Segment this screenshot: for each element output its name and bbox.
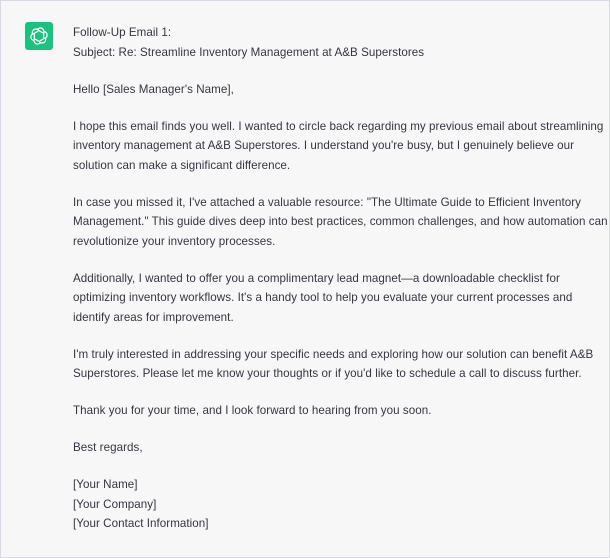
email-greeting: Hello [Sales Manager's Name],	[73, 82, 234, 96]
signature-company: [Your Company]	[73, 497, 157, 511]
assistant-message-body	[73, 23, 608, 551]
assistant-avatar	[25, 22, 53, 50]
email-paragraph-4: I'm truly interested in addressing your specific needs and exploring how our solution can benefit A&B Superstores. Please let me know your thoughts or if you'd like to schedule a call to discuss further.	[73, 347, 594, 380]
email-header	[73, 23, 595, 62]
email-paragraph-1: I hope this email finds you well. I wanted to circle back regarding my previous email about streamlining inventory management at A&B Superstores. I understand you're busy, but I genuinely believe our solution can make a significant difference.	[73, 119, 604, 172]
email-signature	[73, 475, 595, 534]
email-closing-line: Thank you for your time, and I look forward to hearing from you soon.	[73, 404, 432, 417]
email-sign-off: Best regards,	[73, 441, 143, 454]
signature-name: [Your Name]	[73, 478, 138, 491]
email-heading: Follow-Up Email 1:	[73, 26, 172, 39]
signature-contact: [Your Contact Information]	[73, 517, 209, 530]
openai-logo-icon	[29, 26, 49, 46]
email-paragraph-3: Additionally, I wanted to offer you a complimentary lead magnet—a downloadable checklist for optimizing inventory workflows. It's a handy tool to help you evaluate your current processes and identify areas for improvement.	[73, 271, 573, 324]
email-subject: Subject: Re: Streamline Inventory Management at A&B Superstores	[73, 45, 425, 59]
email-paragraph-2: In case you missed it, I've attached a valuable resource: "The Ultimate Guide to Efficient Inventory Management." This guide dives deep into best practices, common challenges, and how automation can revolutionize your inventory processes.	[73, 195, 608, 248]
